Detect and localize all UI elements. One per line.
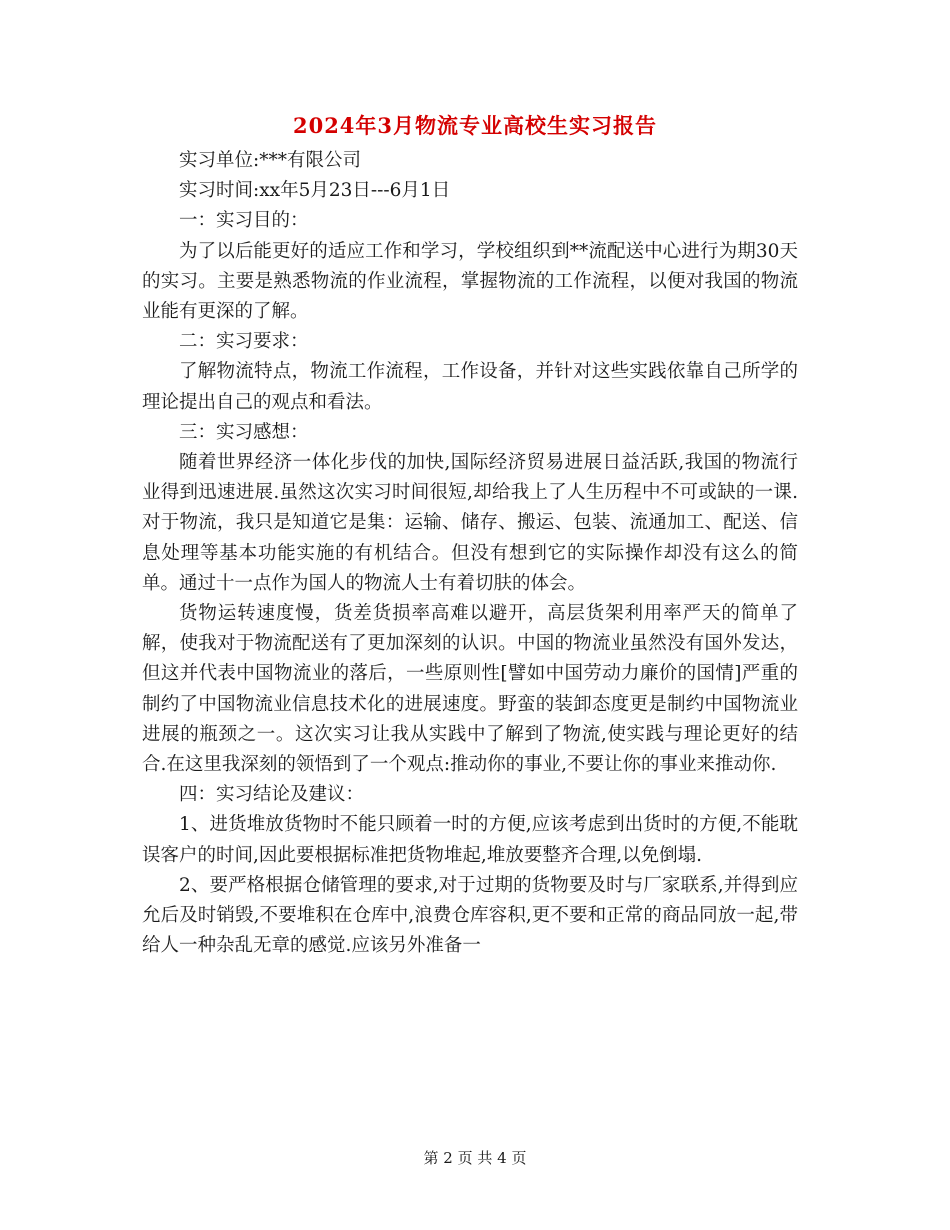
paragraph-reflections-2: 货物运转速度慢，货差货损率高难以避开，高层货架利用率严天的简单了解，使我对于物流配送有了更加深刻的认识。中国的物流业虽然没有国外发达，但这并代表中国物流业的落后，一些原则性[譬如中国劳动力廉价的国情]严重的制约了中国物流业信息技术化的进展速度。野蛮的装卸态度更是制约中国物流业进展的瓶颈之一。这次实习让我从实践中了解到了物流,使实践与理论更好的结合.在这里我深刻的领悟到了一个观点:推动你的事业,不要让你的事业来推动你. [142,603,798,776]
paragraph-internship-time: 实习时间:xx年5月23日---6月1日 [179,180,451,202]
heading-purpose: 一：实习目的： [179,210,309,232]
paragraph-reflections-1: 随着世界经济一体化步伐的加快,国际经济贸易进展日益活跃,我国的物流行业得到迅速进展.虽然这次实习时间很短,却给我上了人生历程中不可或缺的一课.对于物流，我只是知道它是集：运输、储存、搬运、包装、流通加工、配送、信息处理等基本功能实施的有机结合。但没有想到它的实际操作却没有这么的简单。通过十一点作为国人的物流人士有着切肤的体会。 [142,452,798,594]
heading-conclusions: 四：实习结论及建议： [179,784,365,806]
paragraph-requirements: 了解物流特点，物流工作流程，工作设备，并针对这些实践依靠自己所学的理论提出自己的观点和看法。 [142,361,798,413]
paragraph-purpose: 为了以后能更好的适应工作和学习，学校组织到**流配送中心进行为期30天的实习。主要是熟悉物流的作业流程，掌握物流的工作流程，以便对我国的物流业能有更深的了解。 [142,240,798,323]
document-body [142,146,798,961]
page-number-footer: 第 2 页 共 4 页 [423,1149,527,1167]
heading-reflections: 三：实习感想： [179,421,309,443]
document-title: 2024年3月物流专业高校生实习报告 [292,113,658,138]
heading-requirements: 二：实习要求： [179,331,309,353]
paragraph-internship-unit: 实习单位:***有限公司 [179,150,361,171]
paragraph-conclusion-2: 2、要严格根据仓储管理的要求,对于过期的货物要及时与厂家联系,并得到应允后及时销毁,不要堆积在仓库中,浪费仓库容积,更不要和正常的商品同放一起,带给人一种杂乱无章的感觉.应该另外准备一 [142,874,798,957]
paragraph-conclusion-1: 1、进货堆放货物时不能只顾着一时的方便,应该考虑到出货时的方便,不能耽误客户的时间,因此要根据标准把货物堆起,堆放要整齐合理,以免倒塌. [142,814,798,866]
